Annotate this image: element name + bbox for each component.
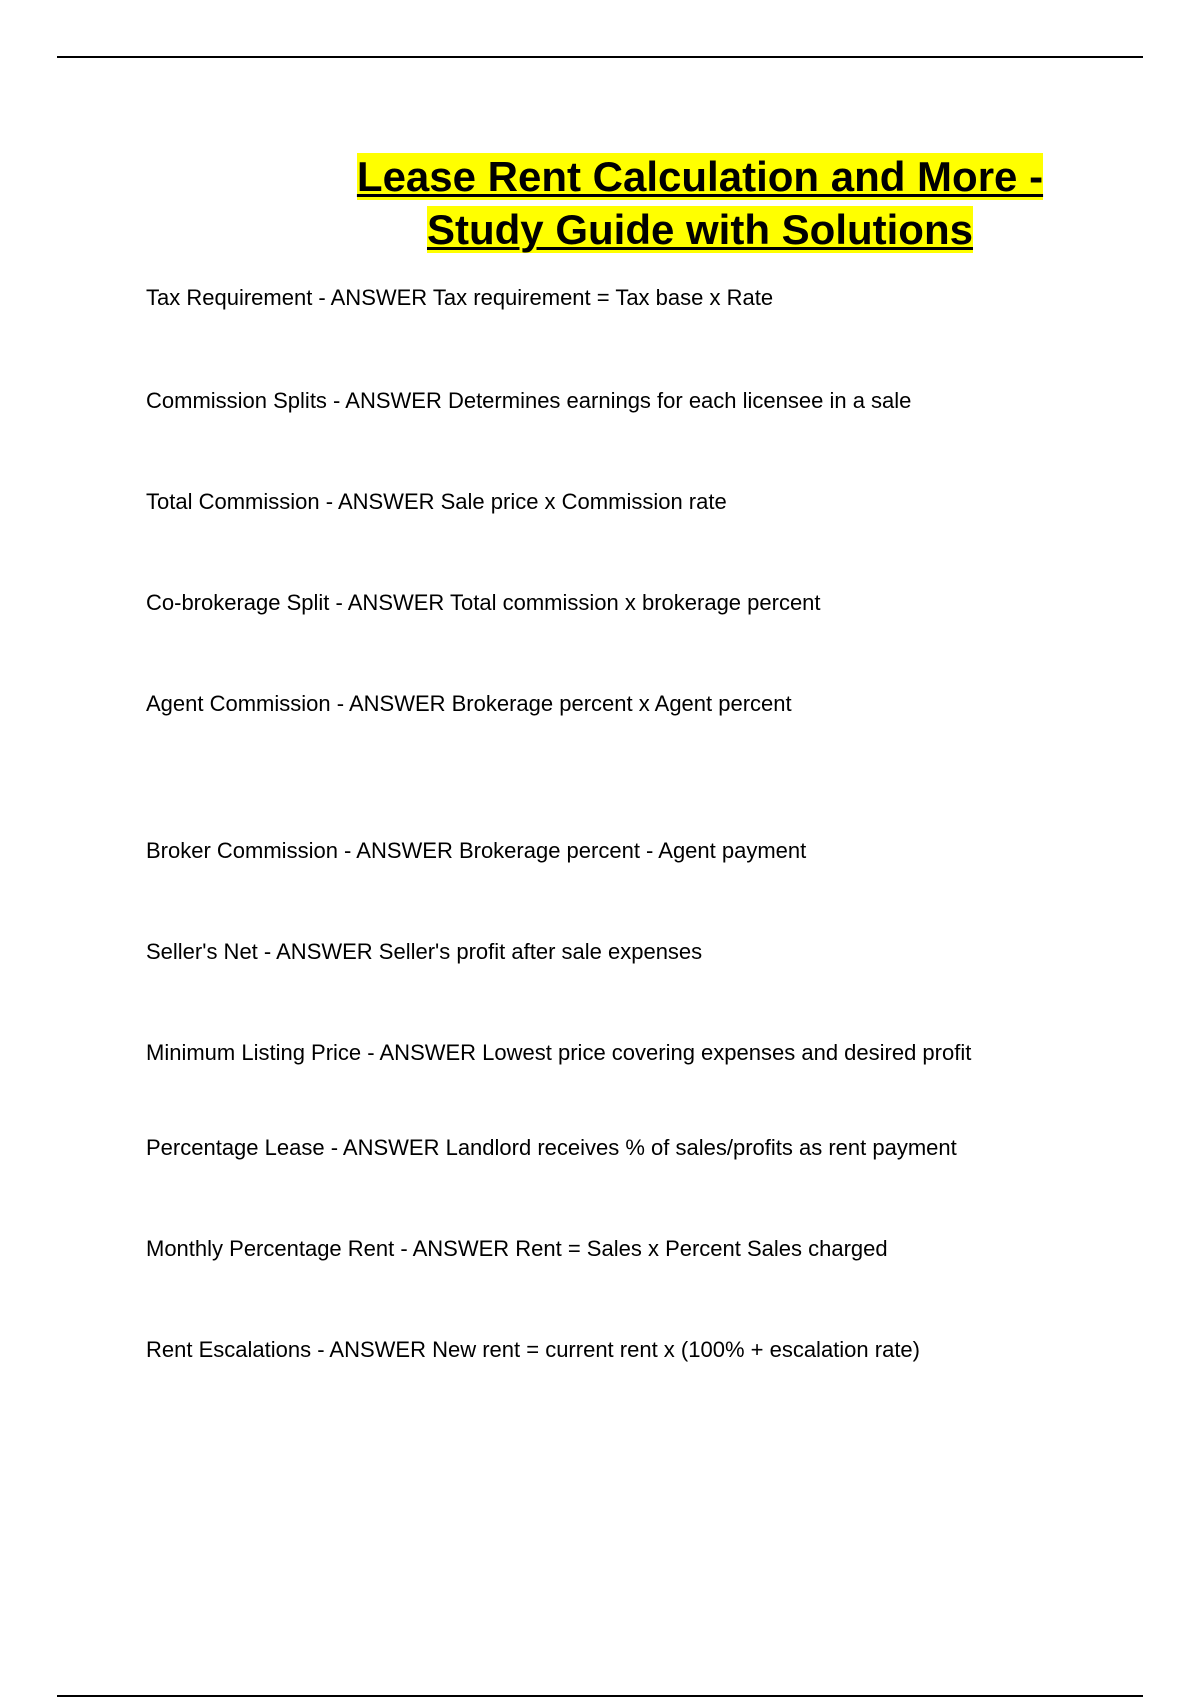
qa-entry-rent-escalations: Rent Escalations - ANSWER New rent = current rent x (100% + escalation rate) (146, 1337, 920, 1362)
qa-entry-broker-commission: Broker Commission - ANSWER Brokerage percent - Agent payment (146, 838, 807, 863)
document-title (300, 150, 1100, 256)
qa-entry-total-commission: Total Commission - ANSWER Sale price x Commission rate (146, 489, 727, 514)
title-highlight: Lease Rent Calculation and More -Study Guide with Solutions (356, 153, 1044, 253)
top-rule (57, 56, 1143, 58)
qa-entry-sellers-net: Seller's Net - ANSWER Seller's profit after sale expenses (146, 939, 703, 964)
bottom-rule (57, 1695, 1143, 1697)
qa-entry-co-brokerage-split: Co-brokerage Split - ANSWER Total commission x brokerage percent (146, 590, 821, 615)
qa-entry-commission-splits: Commission Splits - ANSWER Determines earnings for each licensee in a sale (146, 388, 912, 413)
qa-entry-percentage-lease: Percentage Lease - ANSWER Landlord receives % of sales/profits as rent payment (146, 1135, 957, 1160)
qa-entry-tax-requirement: Tax Requirement - ANSWER Tax requirement = Tax base x Rate (146, 285, 774, 310)
qa-entry-monthly-percentage-rent: Monthly Percentage Rent - ANSWER Rent = Sales x Percent Sales charged (146, 1236, 888, 1261)
qa-entry-agent-commission: Agent Commission - ANSWER Brokerage percent x Agent percent (146, 691, 792, 716)
qa-entry-minimum-listing-price: Minimum Listing Price - ANSWER Lowest price covering expenses and desired profit (146, 1040, 972, 1065)
